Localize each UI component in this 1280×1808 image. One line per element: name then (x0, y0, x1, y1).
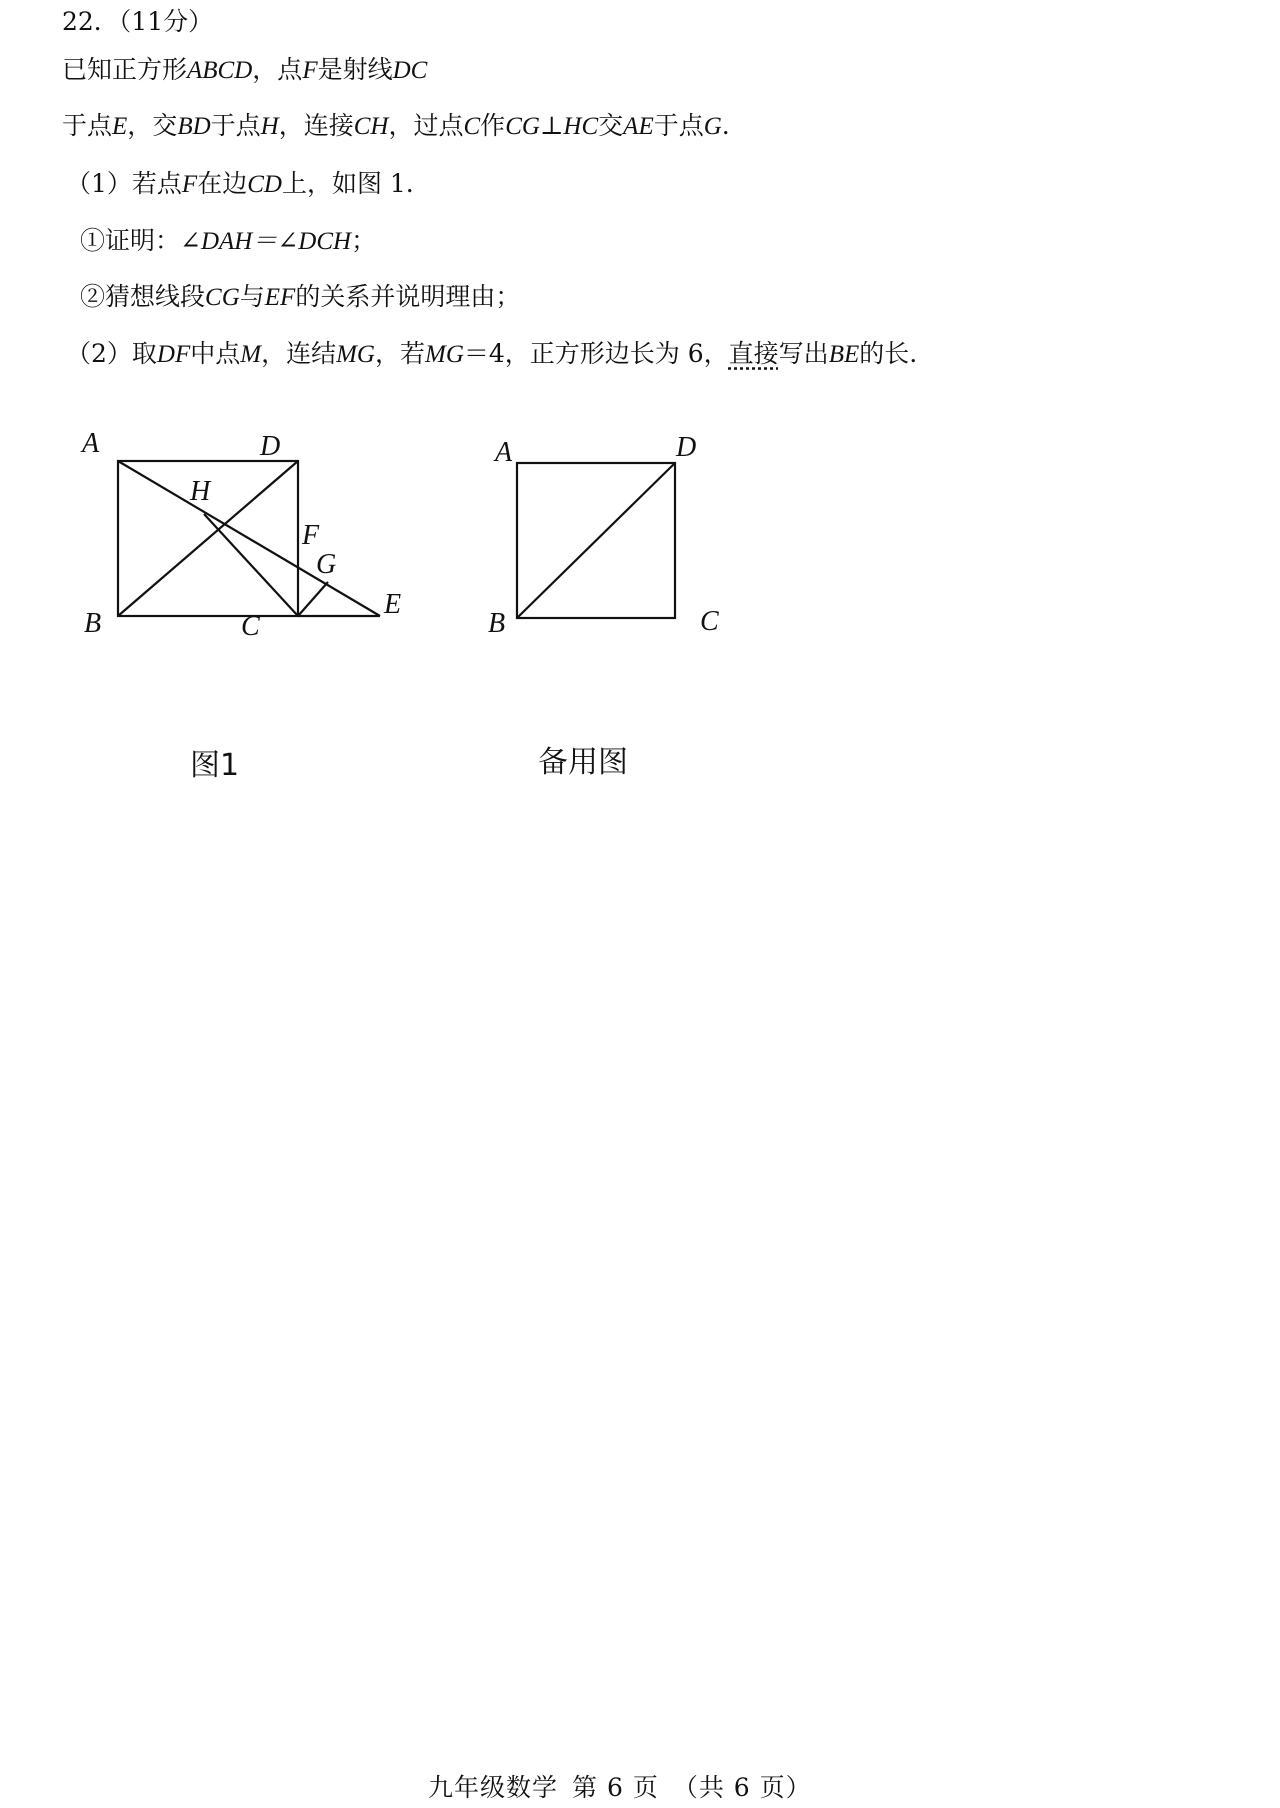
segment-ch: CH (353, 113, 389, 140)
sub-question-2 (80, 281, 520, 314)
label-c: C (241, 611, 260, 642)
intro-text-1: 已知正方形 (62, 55, 188, 84)
sub2-text-3: 的关系并说明理由； (295, 282, 521, 311)
cg-perp-hc: CG⊥HC (505, 113, 599, 140)
point-f: F (302, 57, 318, 84)
line2-text-3: 于点 (210, 111, 261, 140)
label-g: G (316, 549, 337, 580)
sub1-text-2: ； (351, 226, 377, 255)
backup-diagonal-bd (517, 463, 675, 618)
line2-text-7: 交 (598, 111, 624, 140)
point-e: E (112, 113, 128, 140)
sub2-text-2: 与 (239, 282, 265, 311)
backup-label-c: C (700, 606, 719, 637)
segment-bd: BD (177, 113, 211, 140)
part2-text-7: 的长. (859, 339, 918, 368)
figure-backup (480, 420, 740, 650)
intro-text-2: ，点 (252, 55, 303, 84)
part2-text-6: 写出 (778, 339, 829, 368)
ray-dc: DC (392, 57, 428, 84)
point-m: M (240, 341, 262, 368)
label-f: F (302, 520, 320, 551)
point-g: G (703, 113, 722, 140)
part1-text-3: 上，如图 1. (281, 169, 414, 198)
line2-text-6: 作 (480, 111, 506, 140)
label-a: A (82, 428, 100, 459)
line2-text-8: 于点 (653, 111, 704, 140)
backup-label-b: B (488, 608, 506, 639)
segment-cg: CG (205, 284, 240, 311)
line2-text-2: ，交 (127, 111, 178, 140)
intro-text-3: 是射线 (317, 55, 393, 84)
part-1 (66, 168, 414, 201)
part2-text-1: （2）取 (66, 339, 157, 368)
segment-ae: AE (623, 113, 654, 140)
label-b: B (84, 608, 102, 639)
segment-ch (204, 514, 298, 616)
sub-question-1 (80, 225, 376, 258)
part2-text-4: ，若 (374, 339, 425, 368)
part1-text-1: （1）若点 (66, 169, 182, 198)
label-d: D (260, 431, 281, 462)
figure-backup-caption: 备用图 (538, 745, 628, 780)
part1-point-f: F (181, 171, 198, 198)
part2-text-5: ＝4，正方形边长为 6， (463, 339, 729, 368)
part-2 (66, 338, 917, 371)
line2-text-1: 于点 (62, 111, 113, 140)
problem-header: 22．（11分） (62, 7, 214, 36)
point-h: H (260, 113, 279, 140)
label-h: H (190, 476, 211, 507)
sub2-text-1: ②猜想线段 (80, 282, 206, 311)
segment-df: DF (156, 341, 191, 368)
figure-1-caption: 图1 (190, 748, 240, 783)
footer-page: 第 6 页 (572, 1773, 659, 1802)
segment-cg (298, 582, 328, 616)
label-e: E (384, 589, 402, 620)
line-ae (118, 461, 380, 616)
emphasis-directly: 直接 (728, 339, 779, 368)
part1-text-2: 在边 (197, 169, 248, 198)
segment-mg: MG (336, 341, 375, 368)
backup-label-a: A (495, 437, 513, 468)
part2-text-2: 中点 (190, 339, 241, 368)
segment-be: BE (828, 341, 860, 368)
part2-text-3: ，连结 (261, 339, 337, 368)
footer-total: （共 6 页） (672, 1773, 812, 1802)
line2-text-4: ，连接 (278, 111, 354, 140)
problem-line-2 (62, 110, 730, 143)
side-cd: CD (247, 171, 282, 198)
segment-ef: EF (264, 284, 296, 311)
figure-1 (80, 420, 480, 650)
angle-expression: ∠DAH＝∠DCH (180, 228, 352, 255)
page-footer (428, 1772, 826, 1804)
problem-intro (62, 54, 427, 87)
footer-grade: 九年级数学 (428, 1773, 559, 1802)
segment-mg-2: MG (425, 341, 464, 368)
square-name: ABCD (187, 57, 253, 84)
line2-text-5: ，过点 (388, 111, 464, 140)
point-c: C (463, 113, 481, 140)
sub1-text-1: ①证明： (80, 226, 181, 255)
backup-label-d: D (676, 432, 697, 463)
line2-text-9: . (721, 111, 730, 140)
